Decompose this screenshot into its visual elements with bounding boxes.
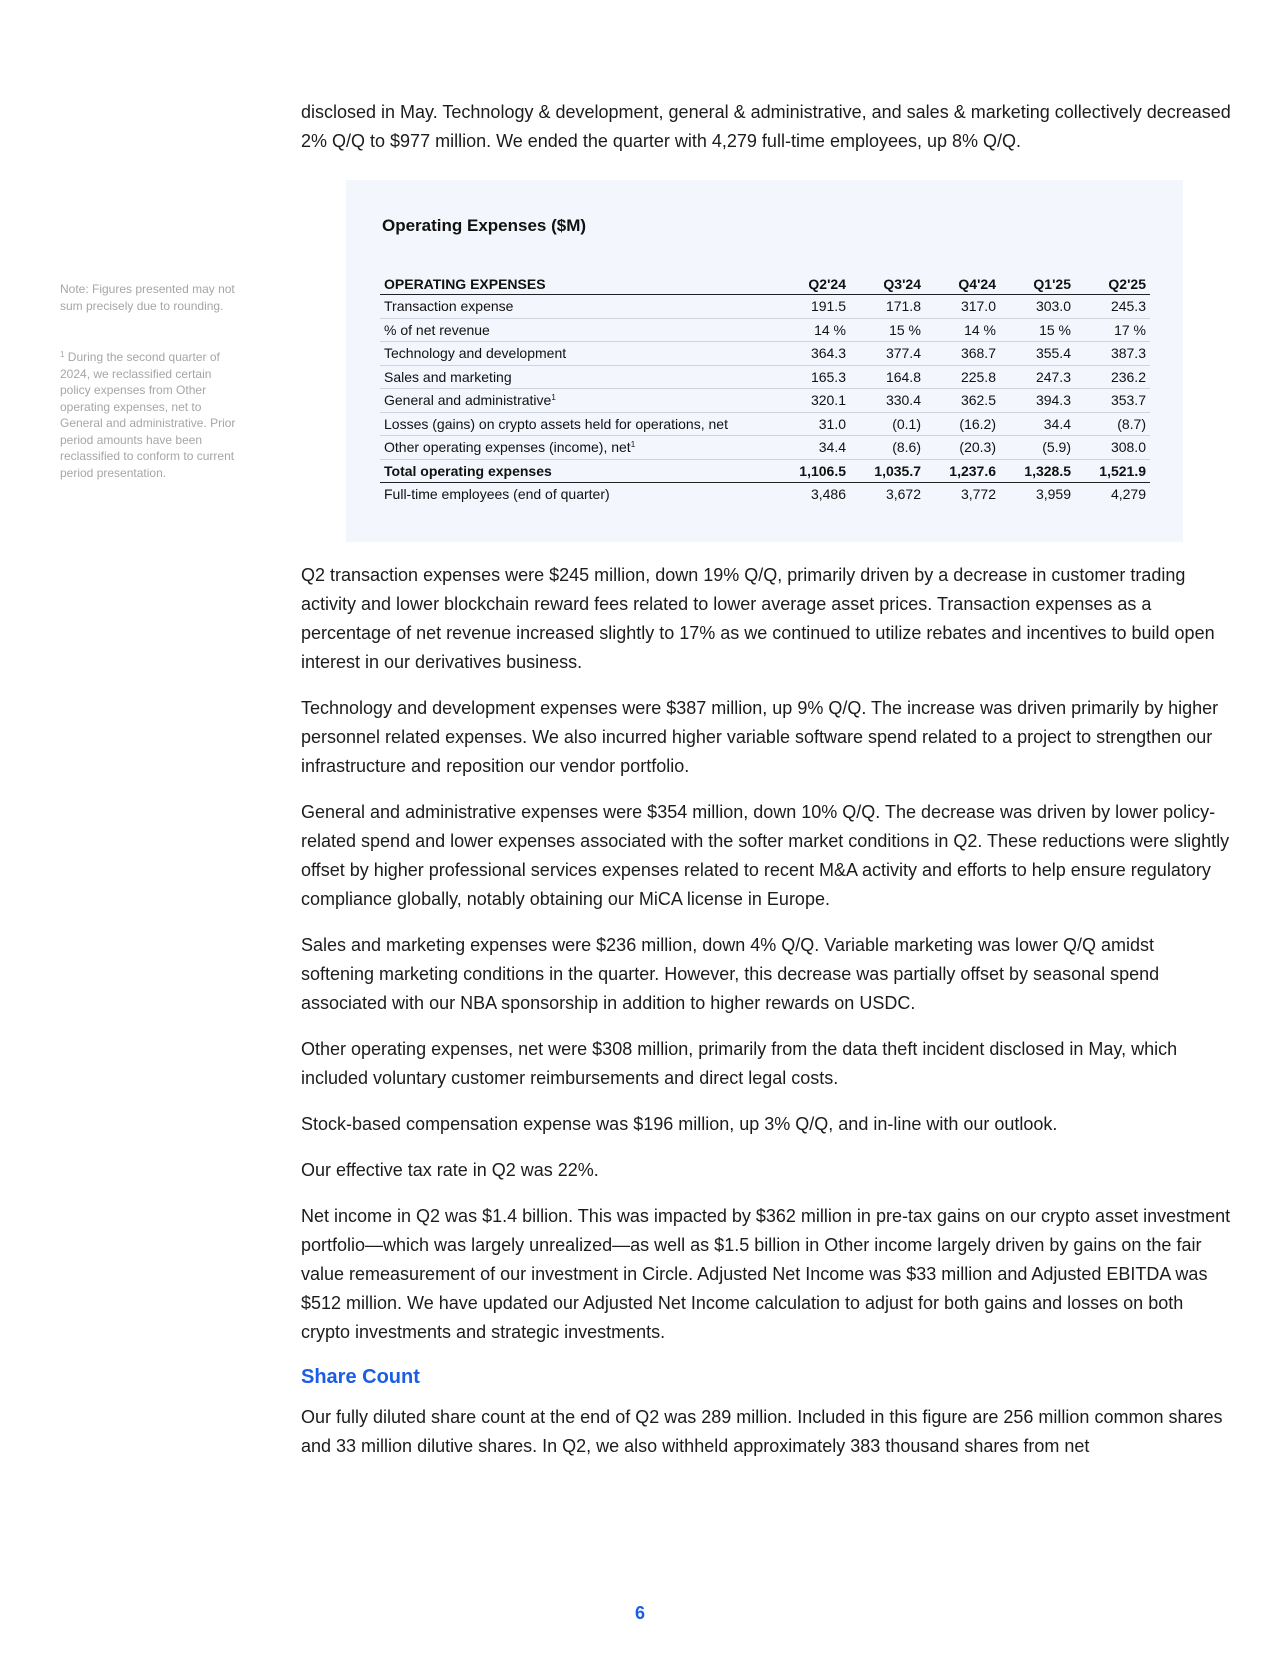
table-cell: 14 % [925,318,1000,342]
table-row [380,389,1150,413]
column-header: Q2'24 [775,273,850,295]
table-cell: (16.2) [925,412,1000,436]
table-cell: 387.3 [1075,342,1150,366]
table-cell: 3,672 [885,486,921,503]
table-cell: 317.0 [925,295,1000,319]
table-cell: 364.3 [775,342,850,366]
table-cell: 308.0 [1075,436,1150,460]
share-count-paragraph: Our fully diluted share count at the end of Q2 was 289 million. Included in this figure are 256 million common shares and 33 million dilutive shares. In Q2, we also withheld approximately 383 thousand shares from net [301,1407,1223,1456]
rounding-note: Note: Figures presented may not sum precisely due to rounding. [60,282,235,313]
table-cell: 171.8 [850,295,925,319]
table-row [380,412,1150,436]
row-label-text: Other operating expenses (income), net [384,439,631,456]
table-cell: 191.5 [775,295,850,319]
operating-expenses-table [380,273,1150,506]
share-count-heading: Share Count [301,1366,420,1388]
table-row [380,318,1150,342]
column-header: Q4'24 [925,273,1000,295]
table-cell: (8.7) [1075,412,1150,436]
table-cell: 353.7 [1075,389,1150,413]
row-label: Losses (gains) on crypto assets held for operations, net [380,412,775,436]
table-cell: 377.4 [850,342,925,366]
table-row [380,295,1150,319]
other-opex-paragraph: Other operating expenses, net were $308 million, primarily from the data theft incident disclosed in May, which included voluntary customer reimbursements and direct legal costs. [301,1039,1178,1088]
sbc-paragraph: Stock-based compensation expense was $196 million, up 3% Q/Q, and in-line with our outlook. [301,1114,1058,1134]
table-cell: 14 % [775,318,850,342]
table-cell: (5.9) [1000,436,1075,460]
table-cell: 15 % [1000,318,1075,342]
table-row [380,342,1150,366]
footnote-marker: 1 [60,350,65,359]
transaction-expense-paragraph: Q2 transaction expenses were $245 million, down 19% Q/Q, primarily driven by a decrease in customer trading activity and lower blockchain reward fees related to lower average asset prices. Transaction expenses as a percentage of net revenue increased slightly to 17% as we continued to utilize rebates and incentives to build open interest in our derivatives business. [301,565,1215,672]
page-number: 6 [634,1603,645,1623]
table-cell: 1,106.5 [775,459,850,483]
technology-paragraph: Technology and development expenses were $387 million, up 9% Q/Q. The increase was driven primarily by higher personnel related expenses. We also incurred higher variable software spend related to a project to strengthen our infrastructure and reposition our vendor portfolio. [301,698,1219,776]
row-label: Transaction expense [380,295,775,319]
table-cell: (20.3) [925,436,1000,460]
body-text [301,561,1231,1478]
table-cell: 4,279 [1110,486,1146,503]
total-row [380,459,1150,483]
table-cell: 362.5 [925,389,1000,413]
reclassification-footnote [60,349,240,481]
sales-marketing-paragraph: Sales and marketing expenses were $236 million, down 4% Q/Q. Variable marketing was lower Q/Q amidst softening marketing conditions in the quarter. However, this decrease was partially offset by seasonal spend associated with our NBA sponsorship in addition to higher rewards on USDC. [301,935,1160,1013]
table-cell: 330.4 [850,389,925,413]
row-label-text: General and administrative [384,392,552,409]
table-row [380,483,1150,506]
column-header: Q1'25 [1000,273,1075,295]
row-label: % of net revenue [380,318,775,342]
table-row [380,436,1150,460]
table-cell: 247.3 [1000,365,1075,389]
table-cell: 245.3 [1075,295,1150,319]
table-cell: 394.3 [1000,389,1075,413]
table-cell: 368.7 [925,342,1000,366]
header-label: OPERATING EXPENSES [380,273,775,295]
footnote-text: During the second quarter of 2024, we reclassified certain policy expenses from Other operating expenses, net to General and administrative. Prior period amounts have been reclassified to conform to current period presentation. [60,350,236,480]
row-label: Total operating expenses [380,459,775,483]
table-cell: 34.4 [1000,412,1075,436]
table-cell: 303.0 [1000,295,1075,319]
footnote-marker: 1 [551,393,556,403]
table-cell: 1,328.5 [1000,459,1075,483]
table-cell: (8.6) [850,436,925,460]
row-label [380,436,775,460]
table-cell: 1,035.7 [850,459,925,483]
intro-paragraph: disclosed in May. Technology & development, general & administrative, and sales & marketing collectively decreased 2% Q/Q to $977 million. We ended the quarter with 4,279 full-time employees, up 8% Q/Q. [301,102,1231,151]
table-cell: 320.1 [775,389,850,413]
table-header-row [380,273,1150,295]
column-header: Q2'25 [1075,273,1150,295]
table-row [380,365,1150,389]
net-income-paragraph: Net income in Q2 was $1.4 billion. This was impacted by $362 million in pre-tax gains on our crypto asset investment portfolio—which was largely unrealized—as well as $1.5 billion in Other income largely driven by gains on the fair value remeasurement of our investment in Circle. Adjusted Net Income was $33 million and Adjusted EBITDA was $512 million. We have updated our Adjusted Net Income calculation to adjust for both gains and losses on both crypto investments and strategic investments. [301,1206,1231,1342]
table-cell: 34.4 [775,436,850,460]
row-label: Sales and marketing [380,365,775,389]
row-label: Full-time employees (end of quarter) [384,486,610,503]
tax-paragraph: Our effective tax rate in Q2 was 22%. [301,1160,599,1180]
row-label [380,389,775,413]
table-cell: 3,486 [810,486,846,503]
table-cell: (0.1) [850,412,925,436]
table-cell: 164.8 [850,365,925,389]
table-cell: 3,959 [1035,486,1071,503]
column-header: Q3'24 [850,273,925,295]
table-cell: 225.8 [925,365,1000,389]
table-cell: 1,521.9 [1075,459,1150,483]
table-cell: 17 % [1075,318,1150,342]
table-cell: 1,237.6 [925,459,1000,483]
table-cell: 355.4 [1000,342,1075,366]
general-admin-paragraph: General and administrative expenses were $354 million, down 10% Q/Q. The decrease was driven by lower policy-related spend and lower expenses associated with the softer market conditions in Q2. These reductions were slightly offset by higher professional services expenses related to recent M&A activity and efforts to help ensure regulatory compliance globally, notably obtaining our MiCA license in Europe. [301,802,1230,909]
row-label: Technology and development [380,342,775,366]
operating-expenses-panel [346,180,1183,542]
table-title: Operating Expenses ($M) [382,216,587,235]
footnote-marker: 1 [630,440,636,450]
table-cell: 3,772 [960,486,996,503]
table-cell: 15 % [850,318,925,342]
table-cell: 31.0 [775,412,850,436]
table-cell: 236.2 [1075,365,1150,389]
table-cell: 165.3 [775,365,850,389]
